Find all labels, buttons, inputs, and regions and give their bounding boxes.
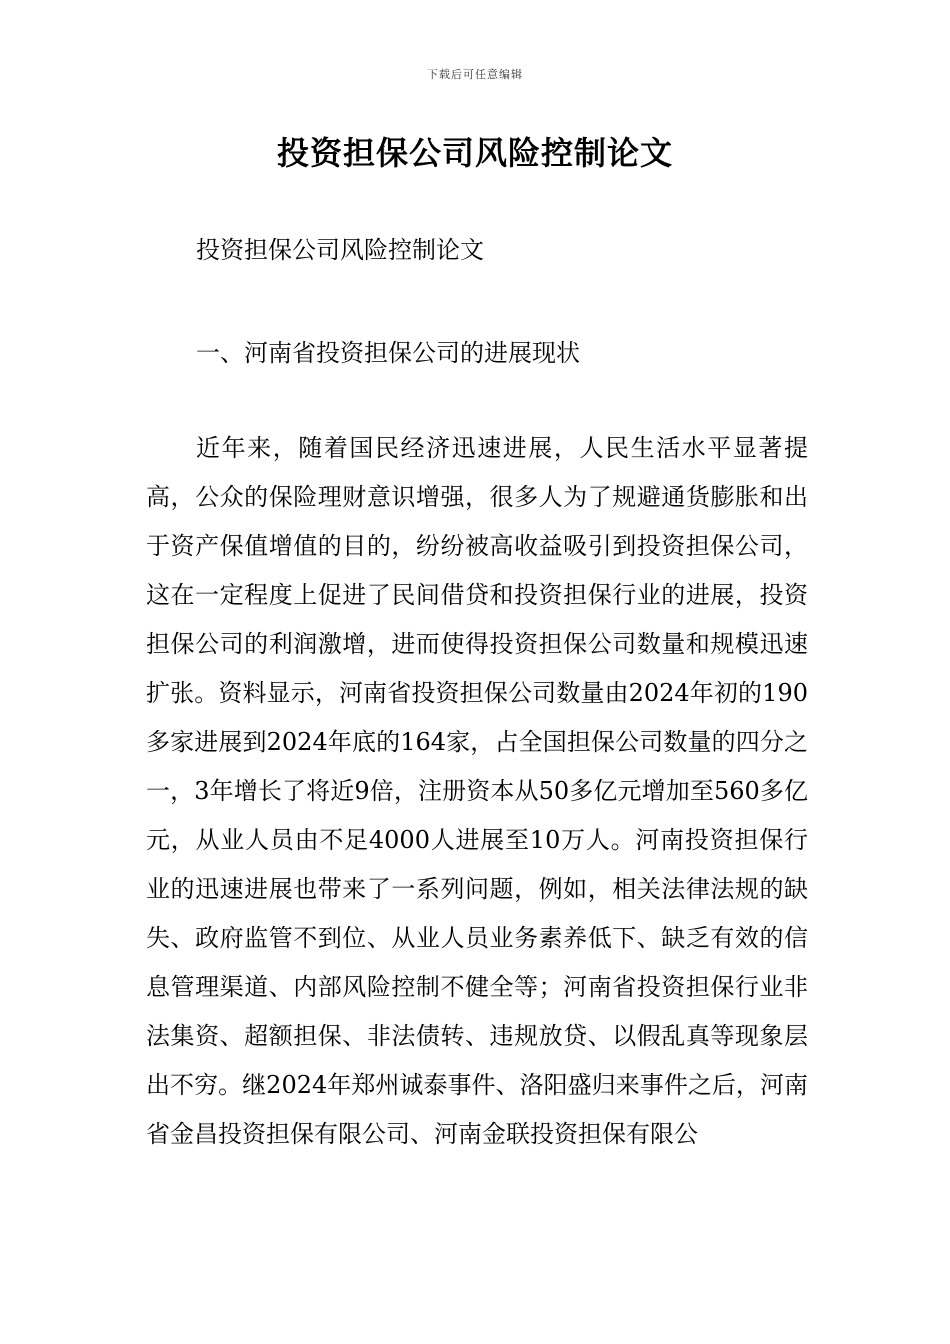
document-subtitle: 投资担保公司风险控制论文 (196, 236, 484, 264)
header-note: 下载后可任意编辑 (427, 68, 523, 81)
body-paragraph: 近年来，随着国民经济迅速进展，人民生活水平显著提高，公众的保险理财意识增强，很多人为了规避通货膨胀和出于资产保值增值的目的，纷纷被高收益吸引到投资担保公司，这在一定程度上促进了民间借贷和投资担保行业的进展，投资担保公司的利润激增，进而使得投资担保公司数量和规模迅速扩张。资料显示，河南省投资担保公司数量由2024年初的190多家进展到2024年底的164家，占全国担保公司数量的四分之一，3年增长了将近9倍，注册资本从50多亿元增加至560多亿元，从业人员由不足4000人进展至10万人。河南投资担保行业的迅速进展也带来了一系列问题，例如，相关法律法规的缺失、政府监管不到位、从业人员业务素养低下、缺乏有效的信息管理渠道、内部风险控制不健全等；河南省投资担保行业非法集资、超额担保、非法债转、违规放贷、以假乱真等现象层出不穷。继2024年郑州诚泰事件、洛阳盛归来事件之后，河南省金昌投资担保有限公司、河南金联投资担保有限公 (146, 434, 808, 1148)
document-title: 投资担保公司风险控制论文 (276, 134, 673, 172)
section-heading: 一、河南省投资担保公司的进展现状 (196, 339, 580, 367)
